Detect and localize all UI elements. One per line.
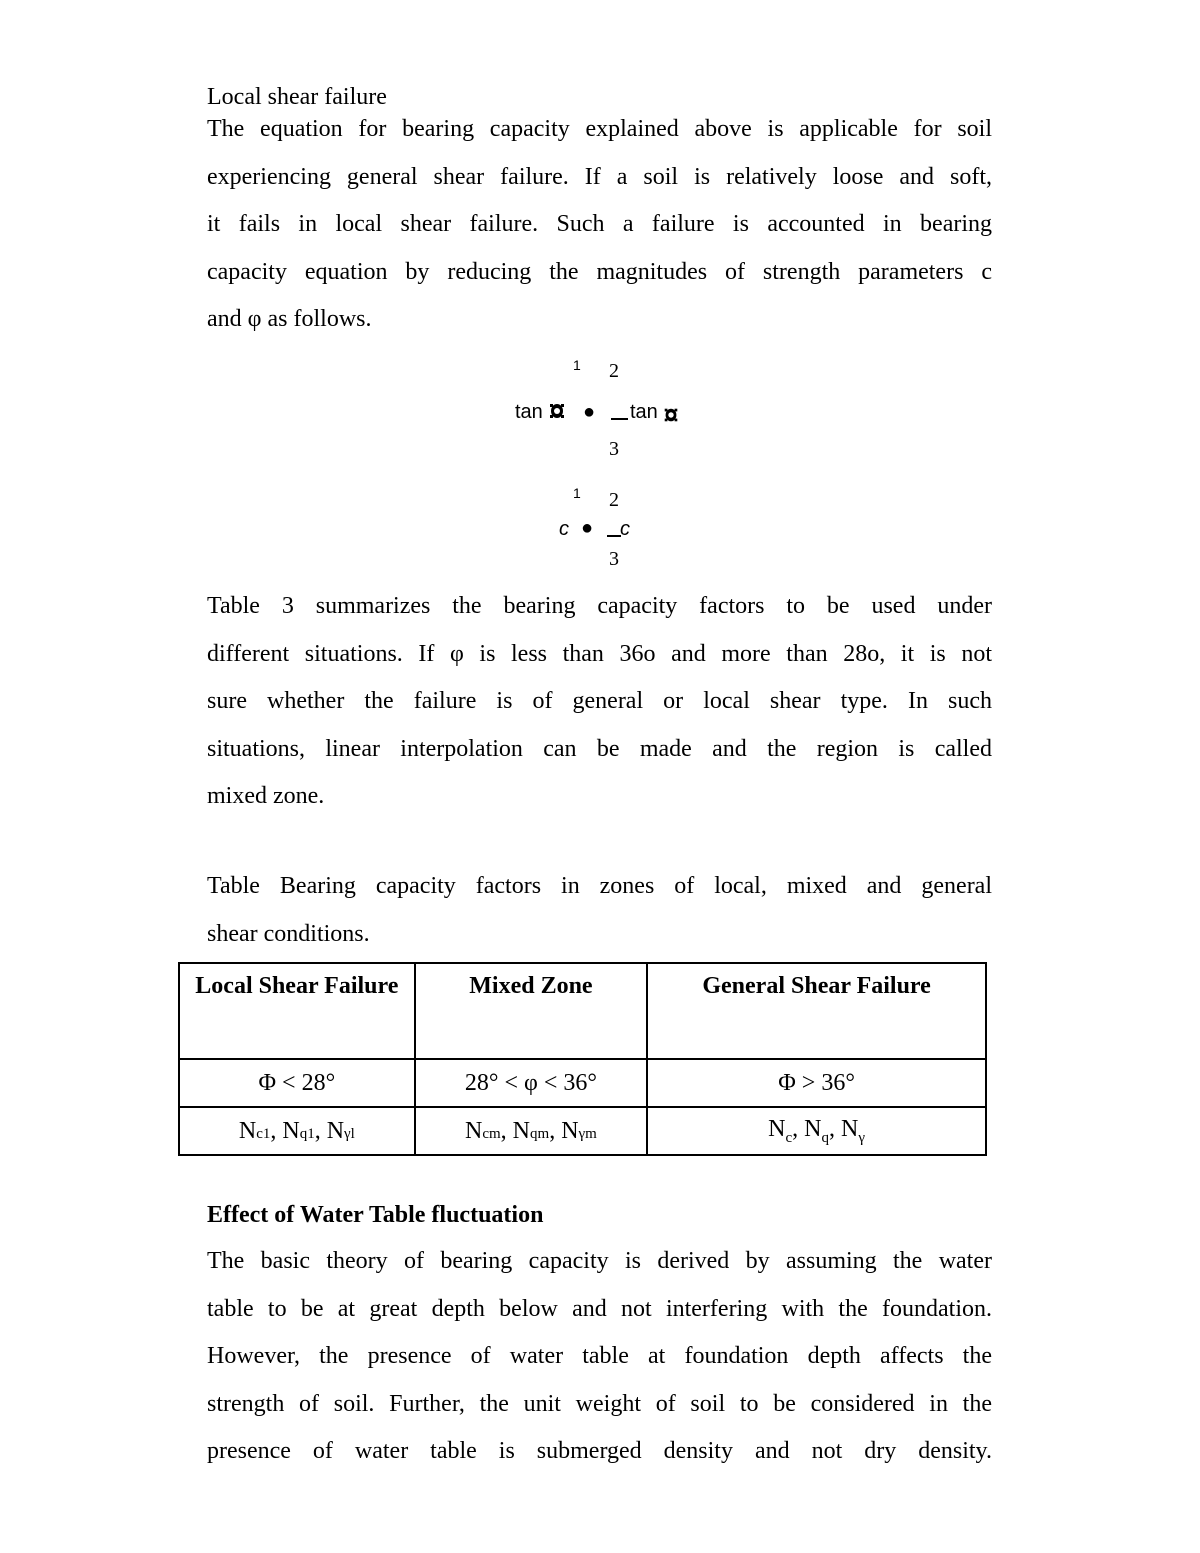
factors-local: Nc1, Nq1, Nγl [179, 1107, 415, 1155]
water-table-paragraph [207, 1238, 992, 1476]
factors-mixed: Ncm, Nqm, Nγm [415, 1107, 647, 1155]
eq2-bullet: ● [581, 517, 594, 539]
eq1-phi-glyph-icon [547, 400, 567, 427]
paragraph-line: The equation for bearing capacity explained above is applicable for soil [207, 116, 992, 142]
header-general-shear: General Shear Failure [647, 963, 986, 1059]
eq1-fraction-bar [611, 406, 628, 420]
eq2-numerator: 1 [573, 485, 581, 501]
eq2-left-c: c [559, 518, 569, 540]
range-general: Φ > 36° [647, 1059, 986, 1107]
eq1-bullet: ● [583, 401, 596, 423]
paragraph-line: presence of water table is submerged density and not dry density. [207, 1438, 992, 1464]
header-local-shear: Local Shear Failure [179, 963, 415, 1059]
factors-general: $N_c$, $N_q$, $N_\gamma$ [647, 1107, 986, 1155]
paragraph-line: However, the presence of water table at foundation depth affects the [207, 1343, 992, 1369]
paragraph-line: and φ as follows. [207, 306, 372, 332]
paragraph-line: different situations. If φ is less than 36o and more than 28o, it is not [207, 640, 992, 667]
eq2-two: 2 [609, 489, 619, 511]
table-caption [207, 863, 992, 958]
paragraph-line: mixed zone. [207, 783, 325, 809]
bearing-capacity-table [178, 962, 987, 1156]
table-intro-paragraph [207, 583, 992, 821]
paragraph-line: table to be at great depth below and not interfering with the foundation. [207, 1295, 992, 1322]
eq2-right-c: c [620, 518, 630, 540]
paragraph-line: strength of soil. Further, the unit weight of soil to be considered in the [207, 1390, 992, 1417]
section-title: Local shear failure [207, 84, 387, 110]
paragraph-line: The basic theory of bearing capacity is derived by assuming the water [207, 1248, 992, 1274]
header-mixed-zone: Mixed Zone [415, 963, 647, 1059]
eq2-denominator: 3 [609, 548, 619, 570]
table-row-ranges [179, 1059, 986, 1107]
eq1-left-tan: tan [515, 401, 543, 423]
range-mixed: 28° < φ < 36° [415, 1059, 647, 1107]
eq1-numerator: 1 [573, 357, 581, 373]
paragraph-line: experiencing general shear failure. If a soil is relatively loose and soft, [207, 163, 992, 190]
eq1-two: 2 [609, 360, 619, 382]
paragraph-line: situations, linear interpolation can be made and the region is called [207, 735, 992, 762]
eq1-phi-glyph-icon-2 [662, 405, 680, 430]
caption-line: shear conditions. [207, 920, 370, 947]
eq1-right-tan: tan [630, 401, 658, 423]
table-row-factors [179, 1107, 986, 1155]
intro-paragraph [207, 106, 992, 344]
eq1-denominator: 3 [609, 438, 619, 460]
caption-line: Table Bearing capacity factors in zones of local, mixed and general [207, 873, 992, 899]
eq2-fraction-bar [607, 524, 621, 537]
water-table-heading: Effect of Water Table fluctuation [207, 1202, 544, 1228]
range-local: Φ < 28° [179, 1059, 415, 1107]
paragraph-line: Table 3 summarizes the bearing capacity factors to be used under [207, 593, 992, 619]
paragraph-line: sure whether the failure is of general or local shear type. In such [207, 688, 992, 714]
paragraph-line: it fails in local shear failure. Such a failure is accounted in bearing [207, 211, 992, 237]
table-header-row [179, 963, 986, 1059]
paragraph-line: capacity equation by reducing the magnitudes of strength parameters c [207, 258, 992, 285]
